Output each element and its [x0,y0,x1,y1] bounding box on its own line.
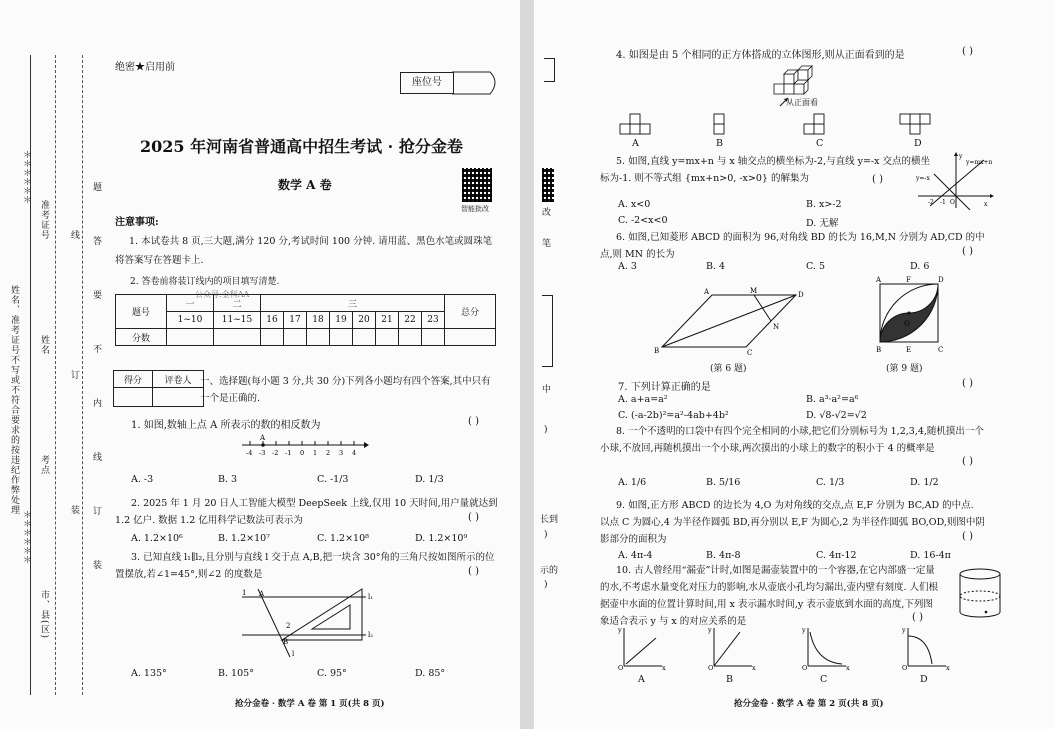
binding-char: 答 [91,236,101,246]
binding-char: 内 [91,398,101,408]
score-cell[interactable] [330,329,353,346]
q8-option-c[interactable]: C. 1/3 [816,477,845,488]
q9-option-b[interactable]: B. 4π-8 [706,550,741,561]
section-header: 三 [261,295,445,312]
grader-box [113,370,204,407]
side-label-exam-site: 考点 [39,455,49,475]
section-1-intro: 一、选择题(每小题 3 分,共 30 分)下列各小题均有四个答案,其中只有一个是正确的. [200,376,491,404]
binding-char: 装 [69,505,79,515]
q1-option-c[interactable]: C. -1/3 [317,474,349,485]
question-4-text: 4. 如图是由 5 个相同的正方体搭成的立体图形,则从正面看到的是 [616,50,905,61]
point-d-label: D [938,276,944,284]
page-1-footer: 抢分金卷 · 数学 A 卷 第 1 页(共 8 页) [235,699,385,709]
point-f-label: F [906,276,911,284]
q5-option-a[interactable]: A. x<0 [618,199,651,210]
line-l2-label: l₂ [368,631,374,639]
q5-option-c[interactable]: C. -2<x<0 [618,215,668,226]
note-1: 1. 本试卷共 8 页,三大题,满分 120 分,考试时间 100 分钟. 请用蓝、黑色水笔或圆珠笔将答案写在答题卡上. [115,236,493,266]
note-2: 2. 答卷前将装订线内的项目填写清楚. [130,277,280,287]
binding-char: 题 [91,182,101,192]
origin-label: O [618,664,624,672]
question-6-text: 6. 如图,已知菱形 ABCD 的面积为 96,对角线 BD 的长为 16,M,N 分别为 AD,CD 的中点,则 MN 的长为 [600,232,985,260]
y-axis-label: y [708,626,712,634]
q8-option-d[interactable]: D. 1/2 [910,477,939,488]
confidential-label: 绝密★启用前 [115,62,175,73]
binding-char: 线 [69,230,79,240]
rhombus-figure [654,285,804,357]
q2-option-c[interactable]: C. 1.2×10⁸ [317,533,369,544]
line-mxn-label: y=mx+n [966,159,993,166]
grader-reviewer-label: 评卷人 [153,371,204,388]
q10-option-c[interactable]: C [820,674,828,685]
column-header: 11~15 [214,312,261,329]
tick-neg1-label: -1 [940,199,946,206]
notes-title: 注意事项: [115,217,159,228]
side-stars: ＊＊＊＊＊＊ [21,510,31,564]
triangle-ruler-figure [238,585,378,661]
point-o-label: O [904,320,910,328]
q2-option-a[interactable]: A. 1.2×10⁶ [131,533,183,544]
figure-6-caption: (第 6 题) [710,364,747,374]
q7-option-c[interactable]: C. (-a-2b)²=a²-4ab+4b² [618,410,729,421]
side-stars: ＊＊＊＊＊＊ [21,150,31,204]
column-header: 20 [353,312,376,329]
q7-option-b[interactable]: B. a³·a²=a⁶ [806,394,859,405]
q3-option-d[interactable]: D. 85° [415,668,446,679]
qr-caption: 智能批改 [461,205,489,213]
axis-tick-label: 0 [300,449,305,457]
edge-fragment-text: ) [544,425,548,435]
answer-paren: ( ) [962,246,973,257]
answer-paren: ( ) [962,456,973,467]
point-c-label: C [747,349,753,357]
point-b-label: B [876,346,882,354]
origin-label: O [902,664,908,672]
question-10-text: 10. 古人曾经用“漏壶”计时,如图是漏壶装置中的一个容器,在它内部盛一定量的水,不考虑水量变化对压力的影响,水从壶底小孔均匀漏出,壶内壁有刻度. 人们根据壶中水面的位置计算时间,用 x 表示漏水时间,y 表示壶底到水面的高度,下列图象适合表示 y 与 x 的对应关系的是 [600,565,939,627]
column-header: 23 [422,312,445,329]
q8-option-a[interactable]: A. 1/6 [618,477,647,488]
score-cell[interactable] [445,329,496,346]
answer-paren: ( ) [468,416,479,427]
answer-paren: ( ) [962,378,973,389]
column-header: 17 [284,312,307,329]
square-arcs-figure [872,274,950,358]
q10-option-a[interactable]: A [638,674,645,685]
binding-char: 要 [91,290,101,300]
question-3-text: 3. 已知直线 l₁∥l₂,且分别与直线 l 交于点 A,B,把一块含 30°角的三角尺按如图所示的位置摆放,若∠1=45°,则∠2 的度数是 [115,552,495,580]
axis-tick-label: -1 [285,449,292,457]
x-axis-label: x [662,664,666,672]
q4-option-c[interactable]: C [816,138,824,149]
q9-option-d[interactable]: D. 16-4π [910,550,951,561]
y-axis-label: y [959,153,963,160]
number-line-figure [240,432,370,460]
point-e-label: E [906,346,912,354]
page-title: 2025 年河南省普通高中招生考试 · 抢分金卷 [140,137,463,156]
score-row-label: 分数 [116,329,167,346]
question-2-text: 2. 2025 年 1 月 20 日人工智能大模型 DeepSeek 上线,仅用 10 天时间,用户量就达到 1.2 亿户. 数据 1.2 亿用科学记数法可表示为 [115,498,498,526]
q10-option-b[interactable]: B [726,674,733,685]
q7-option-d[interactable]: D. √8-√2=√2 [806,410,867,421]
column-header: 22 [399,312,422,329]
question-1-text: 1. 如图,数轴上点 A 所表示的数的相反数为 [131,420,321,431]
score-cell[interactable] [422,329,445,346]
section-header: 二 [214,295,261,312]
seat-number-box: 座位号 [400,72,454,94]
point-a-label: A [704,288,710,296]
angle-1-label: 1 [242,589,247,597]
answer-paren: ( ) [962,531,973,542]
x-axis-label: x [946,664,950,672]
answer-paren: ( ) [468,566,479,577]
paper-subtitle: 数学 A 卷 [278,178,332,192]
qr-code [462,168,492,202]
point-m-label: M [750,287,758,295]
column-header: 1~10 [167,312,214,329]
answer-paren: ( ) [912,612,923,623]
axis-tick-label: -2 [272,449,279,457]
q6-option-b[interactable]: B. 4 [706,261,726,272]
point-d-label: D [798,291,804,299]
answer-paren: ( ) [468,512,479,523]
edge-fragment-text: 长到 [540,515,559,525]
score-cell[interactable] [284,329,307,346]
binding-char: 线 [91,452,101,462]
axis-tick-label: 2 [326,449,331,457]
score-table-header: 题号 [116,295,167,329]
origin-label: O [950,199,955,206]
point-n-label: N [773,323,780,331]
column-header: 18 [307,312,330,329]
score-cell[interactable] [399,329,422,346]
answer-paren: ( ) [872,174,883,185]
line-neg-x-label: y=-x [916,175,930,182]
axis-tick-label: 4 [352,449,357,457]
edge-fragment-text: 示的 [540,566,559,576]
side-label-name: 姓名 [39,335,49,355]
question-8-text: 8. 一个不透明的口袋中有四个完全相同的小球,把它们分别标号为 1,2,3,4,随机摸出一个小球,不放回,再随机摸出一个小球,两次摸出的小球上的数字的积小于 4 的概率是 [600,426,984,454]
edge-qr-fragment [542,168,554,202]
line-l1-label: l₁ [368,593,374,601]
column-header: 16 [261,312,284,329]
page-2-footer: 抢分金卷 · 数学 A 卷 第 2 页(共 8 页) [734,699,884,709]
score-table [115,294,496,346]
axis-tick-label: -4 [246,449,253,457]
binding-char: 装 [91,560,101,570]
binding-dashed-line [55,55,56,695]
question-5-text: 5. 如图,直线 y=mx+n 与 x 轴交点的横坐标为-2,与直线 y=-x 交点的横坐标为-1. 则不等式组 {mx+n>0, -x>0} 的解集为 [600,156,931,184]
exam-page-2 [534,0,1055,729]
q2-option-d[interactable]: D. 1.2×10⁹ [415,533,468,544]
q3-option-a[interactable]: A. 135° [131,668,167,679]
q2-option-b[interactable]: B. 1.2×10⁷ [218,533,270,544]
answer-paren: ( ) [962,46,973,57]
q9-option-a[interactable]: A. 4π-4 [618,550,653,561]
x-axis-label: x [752,664,756,672]
q6-option-a[interactable]: A. 3 [618,261,637,272]
q9-option-c[interactable]: C. 4π-12 [816,550,857,561]
origin-label: O [708,664,714,672]
q4-option-d[interactable]: D [914,138,922,149]
column-header: 19 [330,312,353,329]
x-axis-label: x [846,664,850,672]
edge-fragment-box [544,58,555,82]
side-label-ticket: 准考证号 [39,200,49,240]
edge-fragment-box [542,295,553,367]
q1-option-d[interactable]: D. 1/3 [415,474,444,485]
edge-fragment-text: ) [544,530,548,540]
point-b-label: B [654,347,660,355]
edge-fragment-text: 中 [542,385,552,395]
score-cell[interactable] [214,329,261,346]
linear-graph-figure [914,152,994,210]
q5-option-d[interactable]: D. 无解 [806,218,839,229]
y-axis-label: y [802,626,806,634]
question-9-text: 9. 如图,正方形 ABCD 的边长为 4,O 为对角线的交点,点 E,F 分别为 BC,AD 的中点. 以点 C 为圆心,4 为半径作圆弧 BD,再分别以 E,F 为圆心,2 为半径作圆弧 BO,OD,则图中阴影部分的面积为 [600,500,985,545]
q3-option-c[interactable]: C. 95° [317,668,347,679]
tick-neg2-label: -2 [928,199,934,206]
x-axis-label: x [984,201,988,208]
score-cell[interactable] [376,329,399,346]
axis-tick-label: 1 [313,449,318,457]
water-clock-figure [954,566,1014,622]
front-view-label: 从正面看 [786,98,818,107]
watermark-text: 公众号:金科AA [195,290,250,299]
point-b-label: B [283,638,289,646]
question-7-text: 7. 下列计算正确的是 [618,382,711,393]
section-header: 一 [167,295,214,312]
grader-reviewer-cell[interactable] [153,388,204,407]
point-c-label: C [938,346,944,354]
exam-page-1 [0,0,520,729]
y-axis-label: y [902,626,906,634]
line-l-label: l [292,650,295,658]
point-a-label: A [876,276,882,284]
q3-option-b[interactable]: B. 105° [218,668,254,679]
binding-char: 订 [69,370,79,380]
grader-score-cell[interactable] [114,388,153,407]
binding-dashed-line [82,55,83,695]
q1-option-b[interactable]: B. 3 [218,474,238,485]
angle-2-label: 2 [286,622,291,630]
point-a-label: A [260,434,266,442]
q8-option-b[interactable]: B. 5/16 [706,477,741,488]
score-cell[interactable] [167,329,214,346]
score-cell[interactable] [307,329,330,346]
point-a-label: A [259,590,265,598]
q10-graph-options [618,624,958,672]
edge-fragment-text: 笔 [542,239,552,249]
q6-option-d[interactable]: D. 6 [910,261,930,272]
side-warning: 姓名、准考证号不写或不符合要求的按违纪作弊处理 [9,285,19,515]
q6-option-c[interactable]: C. 5 [806,261,826,272]
figure-9-caption: (第 9 题) [886,364,923,374]
score-cell[interactable] [261,329,284,346]
q10-option-d[interactable]: D [920,674,928,685]
binding-char: 不 [91,344,101,354]
edge-fragment-text: ) [544,580,548,590]
axis-tick-label: -3 [259,449,266,457]
q4-option-a[interactable]: A [632,138,639,149]
q4-option-b[interactable]: B [716,138,723,149]
y-axis-label: y [618,626,622,634]
origin-label: O [802,664,808,672]
seat-tag-shape [452,70,502,96]
score-cell[interactable] [353,329,376,346]
binding-char: 订 [91,506,101,516]
column-header: 21 [376,312,399,329]
grader-score-label: 得分 [114,371,153,388]
total-header: 总分 [445,295,496,329]
q7-option-a[interactable]: A. a+a=a² [618,394,668,405]
axis-tick-label: 3 [339,449,344,457]
q1-option-a[interactable]: A. -3 [131,474,154,485]
side-label-city: 市、县(区) [39,590,49,640]
q5-option-b[interactable]: B. x>-2 [806,199,842,210]
edge-fragment-text: 改 [542,208,552,218]
q4-view-options [618,112,978,136]
